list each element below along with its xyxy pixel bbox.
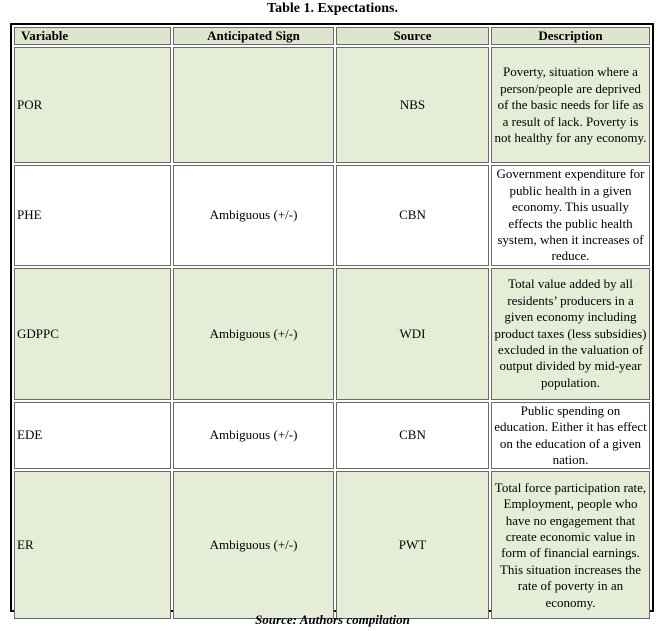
expectations-table bbox=[12, 25, 652, 621]
header-row bbox=[14, 27, 650, 45]
header-anticipated-sign: Anticipated Sign bbox=[173, 27, 334, 45]
cell-anticipated-sign: Ambiguous (+/-) bbox=[173, 268, 334, 400]
cell-anticipated-sign: Ambiguous (+/-) bbox=[173, 471, 334, 619]
table-row bbox=[14, 268, 650, 400]
cell-variable: PHE bbox=[14, 165, 171, 265]
table-row bbox=[14, 165, 650, 265]
header-description: Description bbox=[491, 27, 650, 45]
cell-source: PWT bbox=[336, 471, 489, 619]
source-note: Source: Authors compilation bbox=[255, 612, 410, 627]
cell-description: Poverty, situation where a person/people are deprived of the basic needs for life as a result of lack. Poverty is not healthy for any economy. bbox=[491, 47, 650, 163]
cell-variable: POR bbox=[14, 47, 171, 163]
table-row bbox=[14, 471, 650, 619]
cell-variable: GDPPC bbox=[14, 268, 171, 400]
table-row bbox=[14, 402, 650, 470]
cell-anticipated-sign bbox=[173, 47, 334, 163]
cell-description: Public spending on education. Either it has effect on the education of a given nation. bbox=[491, 402, 650, 470]
cell-description: Total force participation rate, Employment, people who have no engagement that create economic value in form of financial earnings. This situation increases the rate of poverty in an economy. bbox=[491, 471, 650, 619]
table-row bbox=[14, 47, 650, 163]
header-variable: Variable bbox=[14, 27, 171, 45]
cell-anticipated-sign: Ambiguous (+/-) bbox=[173, 165, 334, 265]
cell-source: CBN bbox=[336, 165, 489, 265]
cell-description: Government expenditure for public health in a given economy. This usually effects the public health system, when it increases of reduce. bbox=[491, 165, 650, 265]
cell-description: Total value added by all residents’ producers in a given economy including product taxes (less subsidies) excluded in the valuation of output divided by mid-year population. bbox=[491, 268, 650, 400]
cell-variable: ER bbox=[14, 471, 171, 619]
table-caption: Table 1. Expectations. bbox=[267, 1, 398, 16]
cell-source: NBS bbox=[336, 47, 489, 163]
cell-source: WDI bbox=[336, 268, 489, 400]
cell-anticipated-sign: Ambiguous (+/-) bbox=[173, 402, 334, 470]
header-source: Source bbox=[336, 27, 489, 45]
cell-variable: EDE bbox=[14, 402, 171, 470]
cell-source: CBN bbox=[336, 402, 489, 470]
